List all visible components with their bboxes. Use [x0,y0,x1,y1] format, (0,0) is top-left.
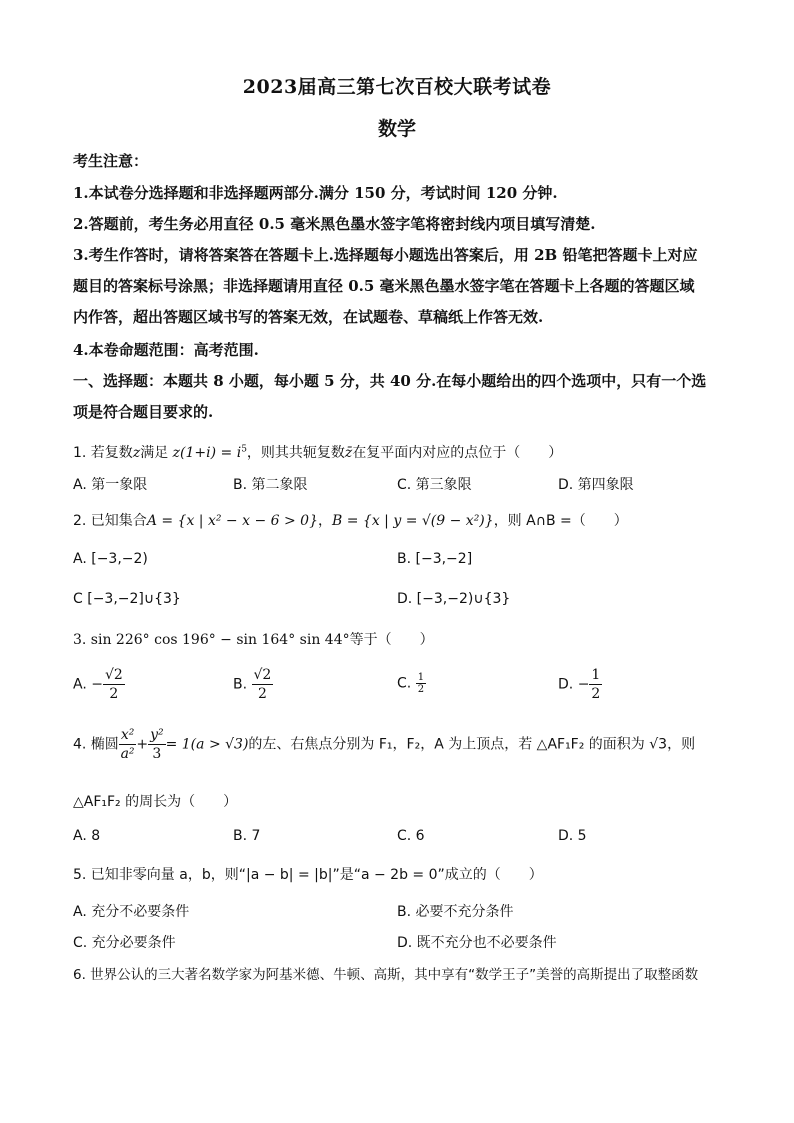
fraction-x: $\frac{\text{x²}}{\text{a²}}$ [120,727,135,762]
q2-option-c: C [−3,−2]∪{3} [73,591,181,607]
q3-option-a: A. − $\frac{√2}{2}$ [73,667,123,702]
q4-option-d: D. 5 [558,828,587,844]
q5-option-c: C. 充分必要条件 [73,935,176,951]
set-b: B = {x | y = √(9 − x²)} [332,513,494,529]
q4-option-b: B. 7 [233,828,261,844]
q1-expr: z(1+i) = i [172,445,242,461]
q3-option-d: D. − $\frac{1}{2}$ [558,667,601,702]
q2-option-a: A. [−3,−2) [73,551,148,567]
q5-option-b: B. 必要不充分条件 [397,904,514,920]
question-5: 5. 已知非零向量 a，b，则“|a − b| = |b|”是“a − 2b = 0”成立的（ ） [73,867,543,883]
fraction-y: $\frac{\text{y²}}{3}$ [150,727,164,762]
section-heading-cont: 项是符合题目要求的. [73,403,214,421]
fraction: $\frac{√2}{2}$ [104,667,123,702]
section-heading: 一、选择题：本题共 8 小题，每小题 5 分，共 40 分.在每小题给出的四个选项中，只有一个选 [73,372,707,390]
question-6: 6. 世界公认的三大著名数学家为阿基米德、牛顿、高斯，其中享有“数学王子”美誉的高斯提出了取整函数 [73,967,699,983]
q3-expr: 3. sin 226° cos 196° − sin 164° sin 44° [73,632,350,648]
exam-title: 2023届高三第七次百校大联考试卷 [242,76,552,98]
fraction: $\frac{√2}{2}$ [253,667,272,702]
subject-title: 数学 [377,118,416,140]
notice-heading: 考生注意： [73,152,149,170]
question-2: 2. 已知集合A = {x | x² − x − 6 > 0}，B = {x | y = √(9 − x²)}，则 A∩B =（ ） [73,513,628,529]
q5-option-a: A. 充分不必要条件 [73,904,190,920]
fraction: $\frac{1}{2}$ [417,672,425,695]
q1-option-c: C. 第三象限 [397,477,472,493]
question-3: 3. sin 226° cos 196° − sin 164° sin 44°等于（ ） [73,632,434,648]
q3-option-c: C. $\frac{1}{2}$ [397,672,425,695]
q4-option-c: C. 6 [397,828,425,844]
q4-option-a: A. 8 [73,828,101,844]
q2-option-b: B. [−3,−2] [397,551,473,567]
q5-option-d: D. 既不充分也不必要条件 [397,935,557,951]
q2-option-d: D. [−3,−2)∪{3} [397,591,511,607]
notice-item: 题目的答案标号涂黑；非选择题请用直径 0.5 毫米黑色墨水签字笔在答题卡上各题的答题区域 [73,277,695,295]
notice-item: 内作答，超出答题区域书写的答案无效，在试题卷、草稿纸上作答无效. [73,308,544,326]
notice-item: 1.本试卷分选择题和非选择题两部分.满分 150 分，考试时间 120 分钟. [73,184,558,202]
q1-option-d: D. 第四象限 [558,477,634,493]
q1-option-a: A. 第一象限 [73,477,148,493]
question-4: 4. 椭圆 $\frac{\text{x²}}{\text{a²}}$ + $\frac{\text{y²}}{3}$ = 1(a > √3)的左、右焦点分别为 F₁，F₂，A 为上顶点，若 △AF₁F₂ 的面积为 √3，则 [73,727,696,762]
question-1: 1. 若复数z满足 $z(1+i) = i^5$，则其共轭复数z̄在复平面内对应的点位于（ ） [73,444,563,461]
notice-item: 2.答题前，考生务必用直径 0.5 毫米黑色墨水签字笔将密封线内项目填写清楚. [73,215,596,233]
set-a: A = {x | x² − x − 6 > 0} [146,513,318,529]
q3-option-b: B. $\frac{√2}{2}$ [233,667,272,702]
q1-option-b: B. 第二象限 [233,477,308,493]
notice-item: 3.考生作答时，请将答案答在答题卡上.选择题每小题选出答案后，用 2B 铅笔把答题卡上对应 [73,246,698,264]
notice-item: 4.本卷命题范围：高考范围. [73,341,259,359]
question-4-cont: △AF₁F₂ 的周长为（ ） [73,794,238,810]
fraction: $\frac{1}{2}$ [591,667,601,702]
